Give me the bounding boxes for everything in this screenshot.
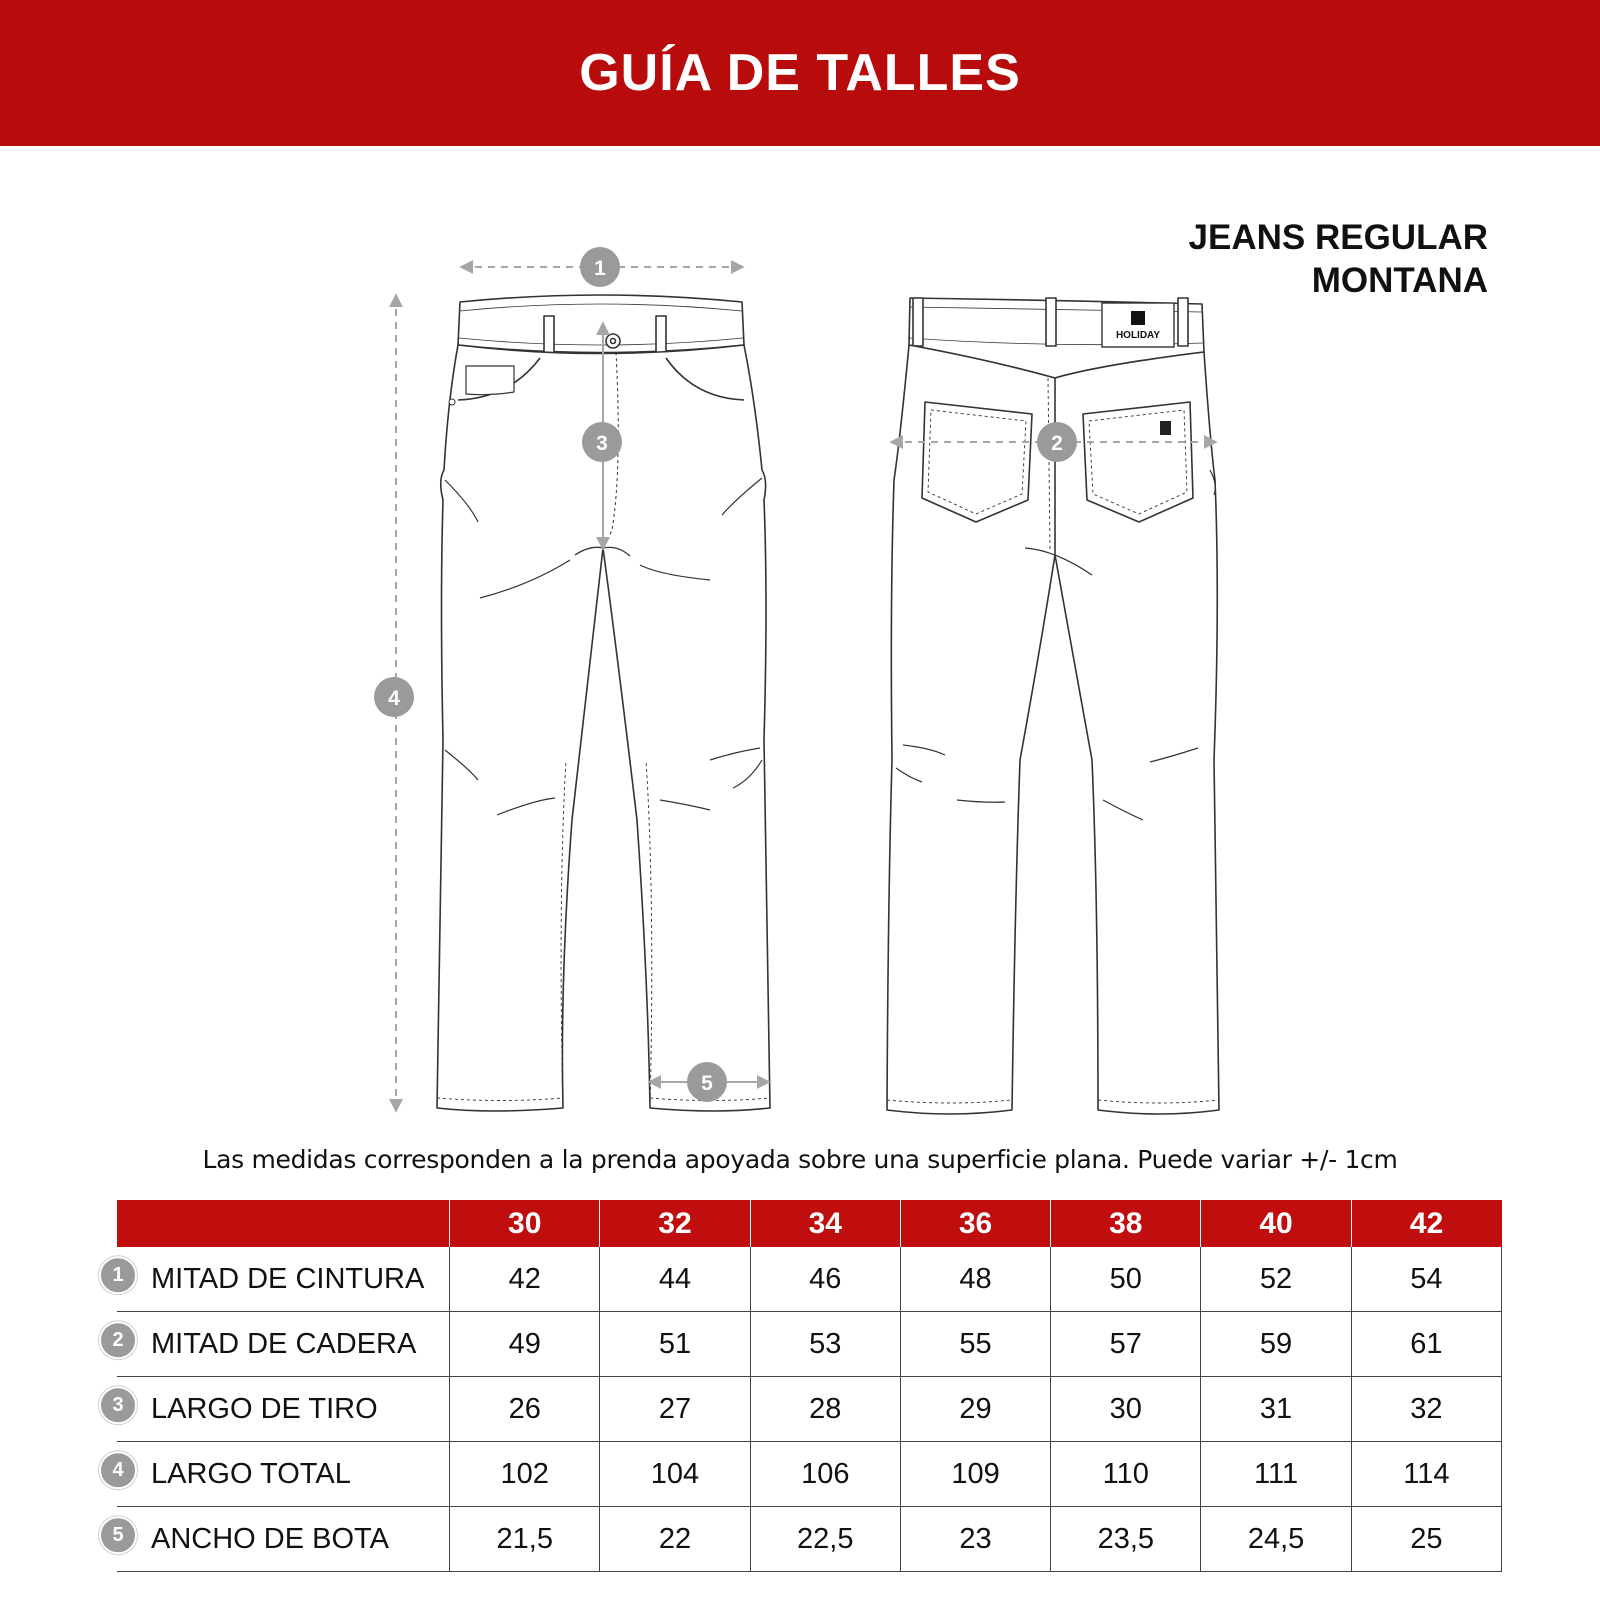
row-label-cell bbox=[112, 1377, 450, 1442]
table-row bbox=[117, 1377, 1502, 1442]
marker-3-label: 3 bbox=[596, 432, 608, 455]
table-cell: 29 bbox=[900, 1377, 1050, 1442]
table-cell: 109 bbox=[900, 1442, 1050, 1507]
size-table bbox=[112, 1200, 1502, 1572]
table-cell: 104 bbox=[600, 1442, 750, 1507]
row-number-badge: 1 bbox=[99, 1256, 137, 1294]
holiday-brand-label bbox=[1102, 303, 1174, 347]
size-header: 38 bbox=[1051, 1200, 1201, 1247]
table-row bbox=[117, 1312, 1502, 1377]
table-cell: 61 bbox=[1351, 1312, 1501, 1377]
size-header: 30 bbox=[450, 1200, 600, 1247]
table-cell: 44 bbox=[600, 1247, 750, 1312]
marker-2 bbox=[1037, 422, 1077, 462]
table-cell: 111 bbox=[1201, 1442, 1351, 1507]
table-header-blank bbox=[117, 1200, 450, 1247]
table-cell: 52 bbox=[1201, 1247, 1351, 1312]
row-number-badge: 5 bbox=[99, 1516, 137, 1554]
table-cell: 32 bbox=[1351, 1377, 1501, 1442]
table-cell: 50 bbox=[1051, 1247, 1201, 1312]
product-line-1: JEANS REGULAR bbox=[1188, 218, 1488, 257]
table-cell: 53 bbox=[750, 1312, 900, 1377]
marker-2-label: 2 bbox=[1051, 432, 1063, 455]
table-cell: 22 bbox=[600, 1507, 750, 1572]
table-row bbox=[117, 1442, 1502, 1507]
table-cell: 46 bbox=[750, 1247, 900, 1312]
table-cell: 42 bbox=[450, 1247, 600, 1312]
header-bar bbox=[0, 0, 1600, 146]
table-cell: 28 bbox=[750, 1377, 900, 1442]
row-label: LARGO TOTAL bbox=[151, 1457, 351, 1490]
table-cell: 26 bbox=[450, 1377, 600, 1442]
marker-1-label: 1 bbox=[594, 257, 606, 280]
marker-3 bbox=[582, 422, 622, 462]
row-number-badge: 4 bbox=[99, 1451, 137, 1489]
row-label-cell bbox=[112, 1507, 450, 1572]
table-row bbox=[117, 1247, 1502, 1312]
row-number-badge: 2 bbox=[99, 1321, 137, 1359]
table-cell: 110 bbox=[1051, 1442, 1201, 1507]
jeans-diagram bbox=[0, 146, 1600, 1136]
size-header: 36 bbox=[900, 1200, 1050, 1247]
table-cell: 27 bbox=[600, 1377, 750, 1442]
size-header: 34 bbox=[750, 1200, 900, 1247]
product-line-2: MONTANA bbox=[1311, 261, 1488, 300]
row-label-cell bbox=[112, 1312, 450, 1377]
table-cell: 21,5 bbox=[450, 1507, 600, 1572]
row-label-cell bbox=[112, 1442, 450, 1507]
marker-4-label: 4 bbox=[388, 687, 400, 710]
table-cell: 59 bbox=[1201, 1312, 1351, 1377]
marker-5-label: 5 bbox=[701, 1072, 713, 1095]
table-cell: 30 bbox=[1051, 1377, 1201, 1442]
table-header-row bbox=[117, 1200, 1502, 1247]
marker-4 bbox=[374, 677, 414, 717]
table-cell: 51 bbox=[600, 1312, 750, 1377]
row-label: LARGO DE TIRO bbox=[151, 1392, 378, 1425]
table-cell: 23 bbox=[900, 1507, 1050, 1572]
marker-5 bbox=[687, 1062, 727, 1102]
table-cell: 48 bbox=[900, 1247, 1050, 1312]
table-cell: 49 bbox=[450, 1312, 600, 1377]
row-label-cell bbox=[112, 1247, 450, 1312]
row-label: MITAD DE CINTURA bbox=[151, 1262, 425, 1295]
brand-logo-text: HOLIDAY bbox=[1115, 330, 1161, 341]
table-cell: 25 bbox=[1351, 1507, 1501, 1572]
table-cell: 23,5 bbox=[1051, 1507, 1201, 1572]
table-cell: 55 bbox=[900, 1312, 1050, 1377]
table-row bbox=[117, 1507, 1502, 1572]
table-cell: 22,5 bbox=[750, 1507, 900, 1572]
marker-1 bbox=[580, 247, 620, 287]
back-jeans-illustration bbox=[887, 298, 1219, 1114]
page-title: GUÍA DE TALLES bbox=[579, 44, 1021, 102]
table-cell: 102 bbox=[450, 1442, 600, 1507]
row-label: MITAD DE CADERA bbox=[151, 1327, 417, 1360]
size-header: 40 bbox=[1201, 1200, 1351, 1247]
table-cell: 114 bbox=[1351, 1442, 1501, 1507]
measurement-note: Las medidas corresponden a la prenda apoyada sobre una superficie plana. Puede variar +/- 1cm bbox=[202, 1145, 1398, 1174]
table-cell: 31 bbox=[1201, 1377, 1351, 1442]
table-cell: 57 bbox=[1051, 1312, 1201, 1377]
table-cell: 24,5 bbox=[1201, 1507, 1351, 1572]
table-cell: 106 bbox=[750, 1442, 900, 1507]
row-number-badge: 3 bbox=[99, 1386, 137, 1424]
size-header: 42 bbox=[1351, 1200, 1501, 1247]
table-cell: 54 bbox=[1351, 1247, 1501, 1312]
row-label: ANCHO DE BOTA bbox=[151, 1522, 389, 1555]
size-header: 32 bbox=[600, 1200, 750, 1247]
